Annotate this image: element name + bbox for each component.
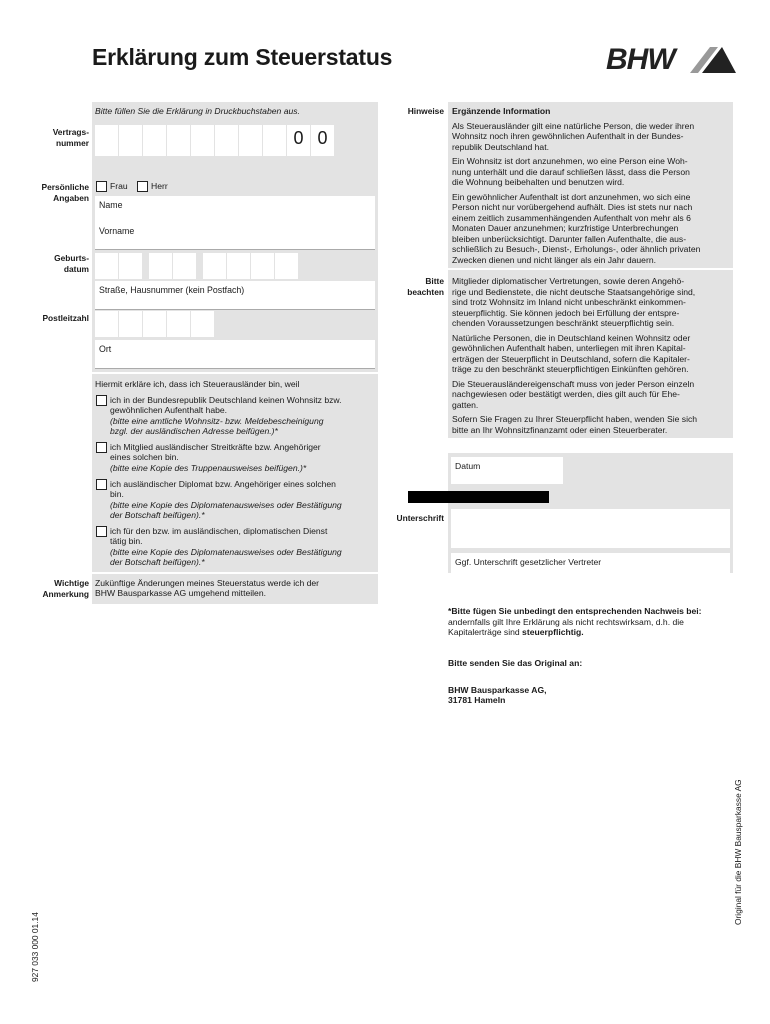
vorname-field[interactable]	[95, 222, 375, 250]
option-4-checkbox[interactable]	[96, 526, 107, 537]
digit-cell[interactable]	[263, 125, 286, 156]
bitte-beachten-text: Mitglieder diplomatischer Vertretungen, sowie deren Angehö- rige und Bedienstete, die nicht deutsche Staatsangehörige sind, sind trotz Wohnsitz im Inland nicht unbeschränkt einkommen- steuerpflichtig. Sie können jedoch bei Erfüllung der entspre- chenden Voraussetzungen beschränkt steuerpflichtig sein. Natürliche Personen, die in Deutschland keinen Wohnsitz oder gewöhnlichen Aufenthalt haben, unterliegen mit ihren Kapital- erträgen der Steuerpflicht in Deutschland, sofern die Kapitaler- träge zu den beschränkt steuerpflichtigen Einkünften gehören. Die Steuerausländereigenschaft muss von jeder Person einzeln nachgewiesen oder bestätigt werden, dies gilt auch für Ehe- gatten. Sofern Sie Fragen zu Ihrer Steuerpflicht haben, wenden Sie sich bitte an Ihr Wohnsitzfinanzamt oder einen Steuerberater.	[452, 276, 698, 435]
declaration-text: Hiermit erkläre ich, dass ich Steuerausländer bin, weil	[95, 379, 300, 389]
digit-cell[interactable]	[191, 125, 214, 156]
bhw-logo	[606, 43, 736, 77]
digit-cell[interactable]	[191, 311, 214, 337]
panel-divider	[448, 268, 733, 270]
digit-cell[interactable]	[227, 253, 250, 279]
send-address: Bitte senden Sie das Original an: BHW Bausparkasse AG, 31781 Hameln	[448, 658, 583, 705]
digit-cell[interactable]	[275, 253, 298, 279]
logo-triangle-icon	[606, 43, 736, 77]
datum-field[interactable]	[451, 457, 563, 484]
digit-cell[interactable]	[173, 253, 196, 279]
option-2-text: ich Mitglied ausländischer Streitkräfte bzw. Angehöriger eines solchen bin. (bitte eine Kopie des Truppenausweises beifügen.)*	[110, 442, 321, 473]
vertreter-field[interactable]	[451, 553, 730, 573]
digit-value: 0	[293, 128, 304, 148]
wichtige-anmerkung-text: Zukünftige Änderungen meines Steuerstatus werde ich der BHW Bausparkasse AG umgehend mitteilen.	[95, 578, 320, 599]
strasse-label: Straße, Hausnummer (kein Postfach)	[99, 285, 245, 295]
frau-checkbox[interactable]	[96, 181, 107, 192]
postleitzahl-label: Postleitzahl	[42, 313, 89, 323]
side-text-right: Original für die BHW Bausparkasse AG	[733, 779, 743, 925]
vertragsnummer-label: Vertrags- nummer	[52, 127, 89, 148]
option-1-checkbox[interactable]	[96, 395, 107, 406]
herr-label: Herr	[151, 181, 168, 191]
nachweis-text: *Bitte fügen Sie unbedingt den entsprechenden Nachweis bei: andernfalls gilt Ihre Erklärung als nicht rechtswirksam, d.h. die Kapitalerträge sind steuerpflichtig.	[448, 606, 702, 637]
logo-text: BHW	[606, 43, 675, 76]
wichtige-anmerkung-label: Wichtige Anmerkung	[42, 578, 89, 599]
redaction-bar	[408, 491, 549, 503]
option-4-text: ich für den bzw. im ausländischen, diplomatischen Dienst tätig bin. (bitte eine Kopie des Diplomatenausweises oder Bestätigung der Botschaft beifügen).*	[110, 526, 342, 568]
digit-cell[interactable]	[95, 311, 118, 337]
digit-cell[interactable]	[119, 125, 142, 156]
strasse-field[interactable]	[95, 281, 375, 310]
digit-cell[interactable]	[143, 125, 166, 156]
vertreter-label: Ggf. Unterschrift gesetzlicher Vertreter	[455, 557, 602, 567]
option-3-checkbox[interactable]	[96, 479, 107, 490]
digit-cell[interactable]	[311, 125, 334, 156]
datum-label: Datum	[455, 461, 481, 471]
persoenliche-angaben-label: Persönliche Angaben	[41, 182, 89, 203]
name-field[interactable]	[95, 196, 375, 224]
page-title: Erklärung zum Steuerstatus	[92, 44, 393, 70]
option-1-text: ich in der Bundesrepublik Deutschland keinen Wohnsitz bzw. gewöhnlichen Aufenthalt habe. (bitte eine amtliche Wohnsitz- bzw. Meldebescheinigung bzgl. der ausländischen Adresse beifügen.)*	[110, 395, 342, 437]
digit-cell[interactable]	[251, 253, 274, 279]
frau-label: Frau	[110, 181, 128, 191]
digit-cell[interactable]	[95, 253, 118, 279]
digit-cell[interactable]	[287, 125, 310, 156]
digit-cell[interactable]	[203, 253, 226, 279]
bitte-beachten-label: Bitte beachten	[407, 276, 444, 297]
digit-cell[interactable]	[239, 125, 262, 156]
digit-cell[interactable]	[149, 253, 172, 279]
ort-label: Ort	[99, 344, 112, 354]
name-label: Name	[99, 200, 123, 210]
unterschrift-field[interactable]	[451, 509, 730, 548]
ort-field[interactable]	[95, 340, 375, 369]
vorname-label: Vorname	[99, 226, 135, 236]
digit-cell[interactable]	[167, 311, 190, 337]
option-2-checkbox[interactable]	[96, 442, 107, 453]
herr-checkbox[interactable]	[137, 181, 148, 192]
digit-cell[interactable]	[119, 311, 142, 337]
digit-cell[interactable]	[215, 125, 238, 156]
digit-cell[interactable]	[119, 253, 142, 279]
digit-cell[interactable]	[143, 311, 166, 337]
digit-cell[interactable]	[167, 125, 190, 156]
option-3-text: ich ausländischer Diplomat bzw. Angehöriger eines solchen bin. (bitte eine Kopie des Diplomatenausweises oder Bestätigung der Botschaft beifügen).*	[110, 479, 342, 521]
side-text-left: 927 033 000 01.14	[30, 912, 40, 982]
geburtsdatum-label: Geburts- datum	[54, 253, 89, 274]
instruction-text: Bitte füllen Sie die Erklärung in Druckbuchstaben aus.	[95, 106, 300, 116]
hinweise-label: Hinweise	[407, 106, 444, 116]
hinweise-text: Ergänzende Information Als Steuerausländer gilt eine natürliche Person, die weder ihren Wohnsitz noch ihren gewöhnlichen Aufenthalt in der Bundes- republik Deutschland hat. Ein Wohnsitz ist dort anzunehmen, wo eine Person eine Woh- nung unterhält und die darauf schließen lässt, dass die Person die Wohnung beibehalten und benutzen wird. Ein gewöhnlicher Aufenthalt ist dort anzunehmen, wo sich eine Person nicht nur vorübergehend aufhält. Dies ist stets nur nach einem zeitlich zusammenhängenden Aufenthalt von mehr als 6 Monaten Dauer anzunehmen; kurzfristige Unterbrechungen bleiben unberücksichtigt. Darunter fallen Aufenthalte, die aus- schließlich zu Besuch-, Dienst-, Erholungs-, oder ähnlich privaten Zwecken dienen und nicht länger als ein Jahr dauern.	[452, 106, 701, 265]
unterschrift-label: Unterschrift	[396, 513, 444, 523]
digit-cell[interactable]	[95, 125, 118, 156]
digit-value: 0	[317, 128, 328, 148]
